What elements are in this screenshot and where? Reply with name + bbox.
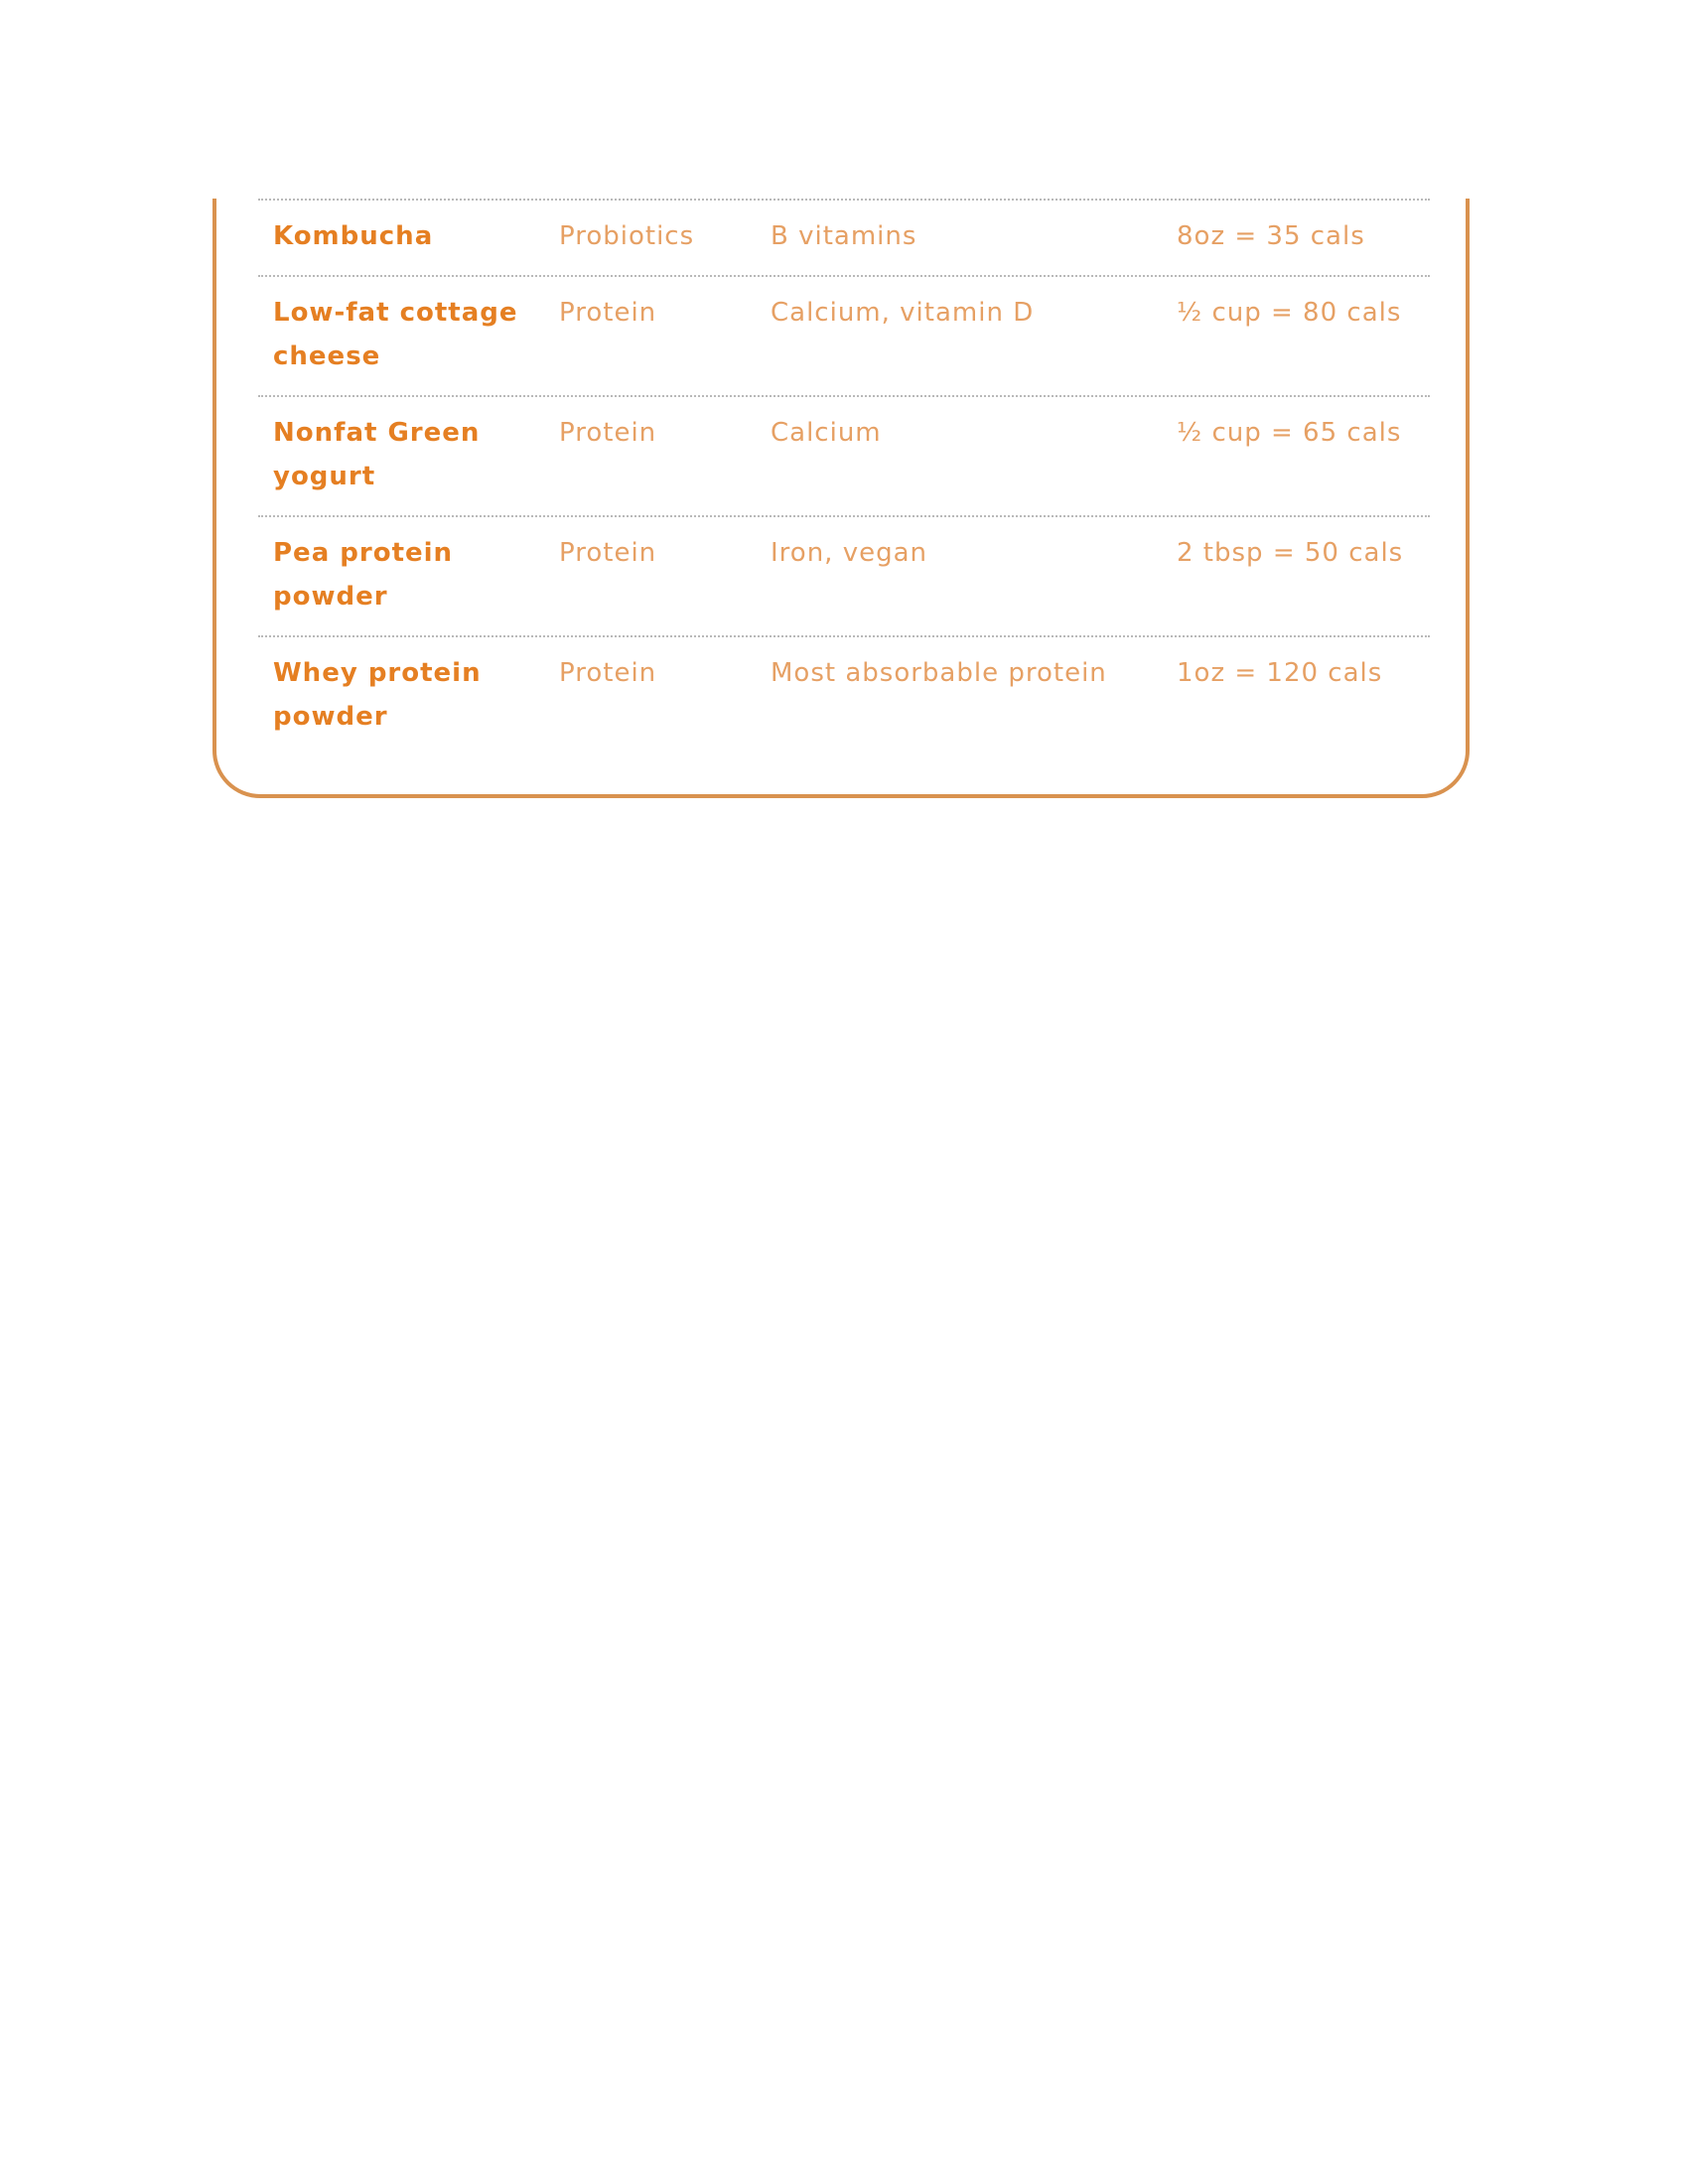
food-name: Kombucha <box>273 221 434 251</box>
food-nutrients: Calcium, vitamin D <box>771 298 1035 328</box>
food-nutrients: Iron, vegan <box>771 538 927 568</box>
food-nutrients: B vitamins <box>771 221 917 251</box>
food-benefit: Protein <box>559 418 657 448</box>
food-serving: ½ cup = 80 cals <box>1177 298 1402 328</box>
table-row <box>258 275 1430 395</box>
food-serving: 8oz = 35 cals <box>1177 221 1365 251</box>
table-row <box>258 515 1430 635</box>
table-row <box>258 635 1430 755</box>
table-row <box>258 395 1430 515</box>
food-serving: 2 tbsp = 50 cals <box>1177 538 1404 568</box>
nutrition-table <box>258 199 1430 755</box>
food-serving: 1oz = 120 cals <box>1177 658 1383 688</box>
food-nutrients: Most absorbable protein <box>771 658 1107 688</box>
food-nutrients: Calcium <box>771 418 882 448</box>
food-benefit: Probiotics <box>559 221 695 251</box>
table-row <box>258 199 1430 275</box>
food-name: Low-fat cottage cheese <box>273 298 518 371</box>
food-name: Whey protein powder <box>273 658 482 732</box>
food-benefit: Protein <box>559 298 657 328</box>
food-name: Pea protein powder <box>273 538 454 612</box>
food-benefit: Protein <box>559 538 657 568</box>
food-name: Nonfat Green yogurt <box>273 418 481 491</box>
food-benefit: Protein <box>559 658 657 688</box>
food-serving: ½ cup = 65 cals <box>1177 418 1402 448</box>
